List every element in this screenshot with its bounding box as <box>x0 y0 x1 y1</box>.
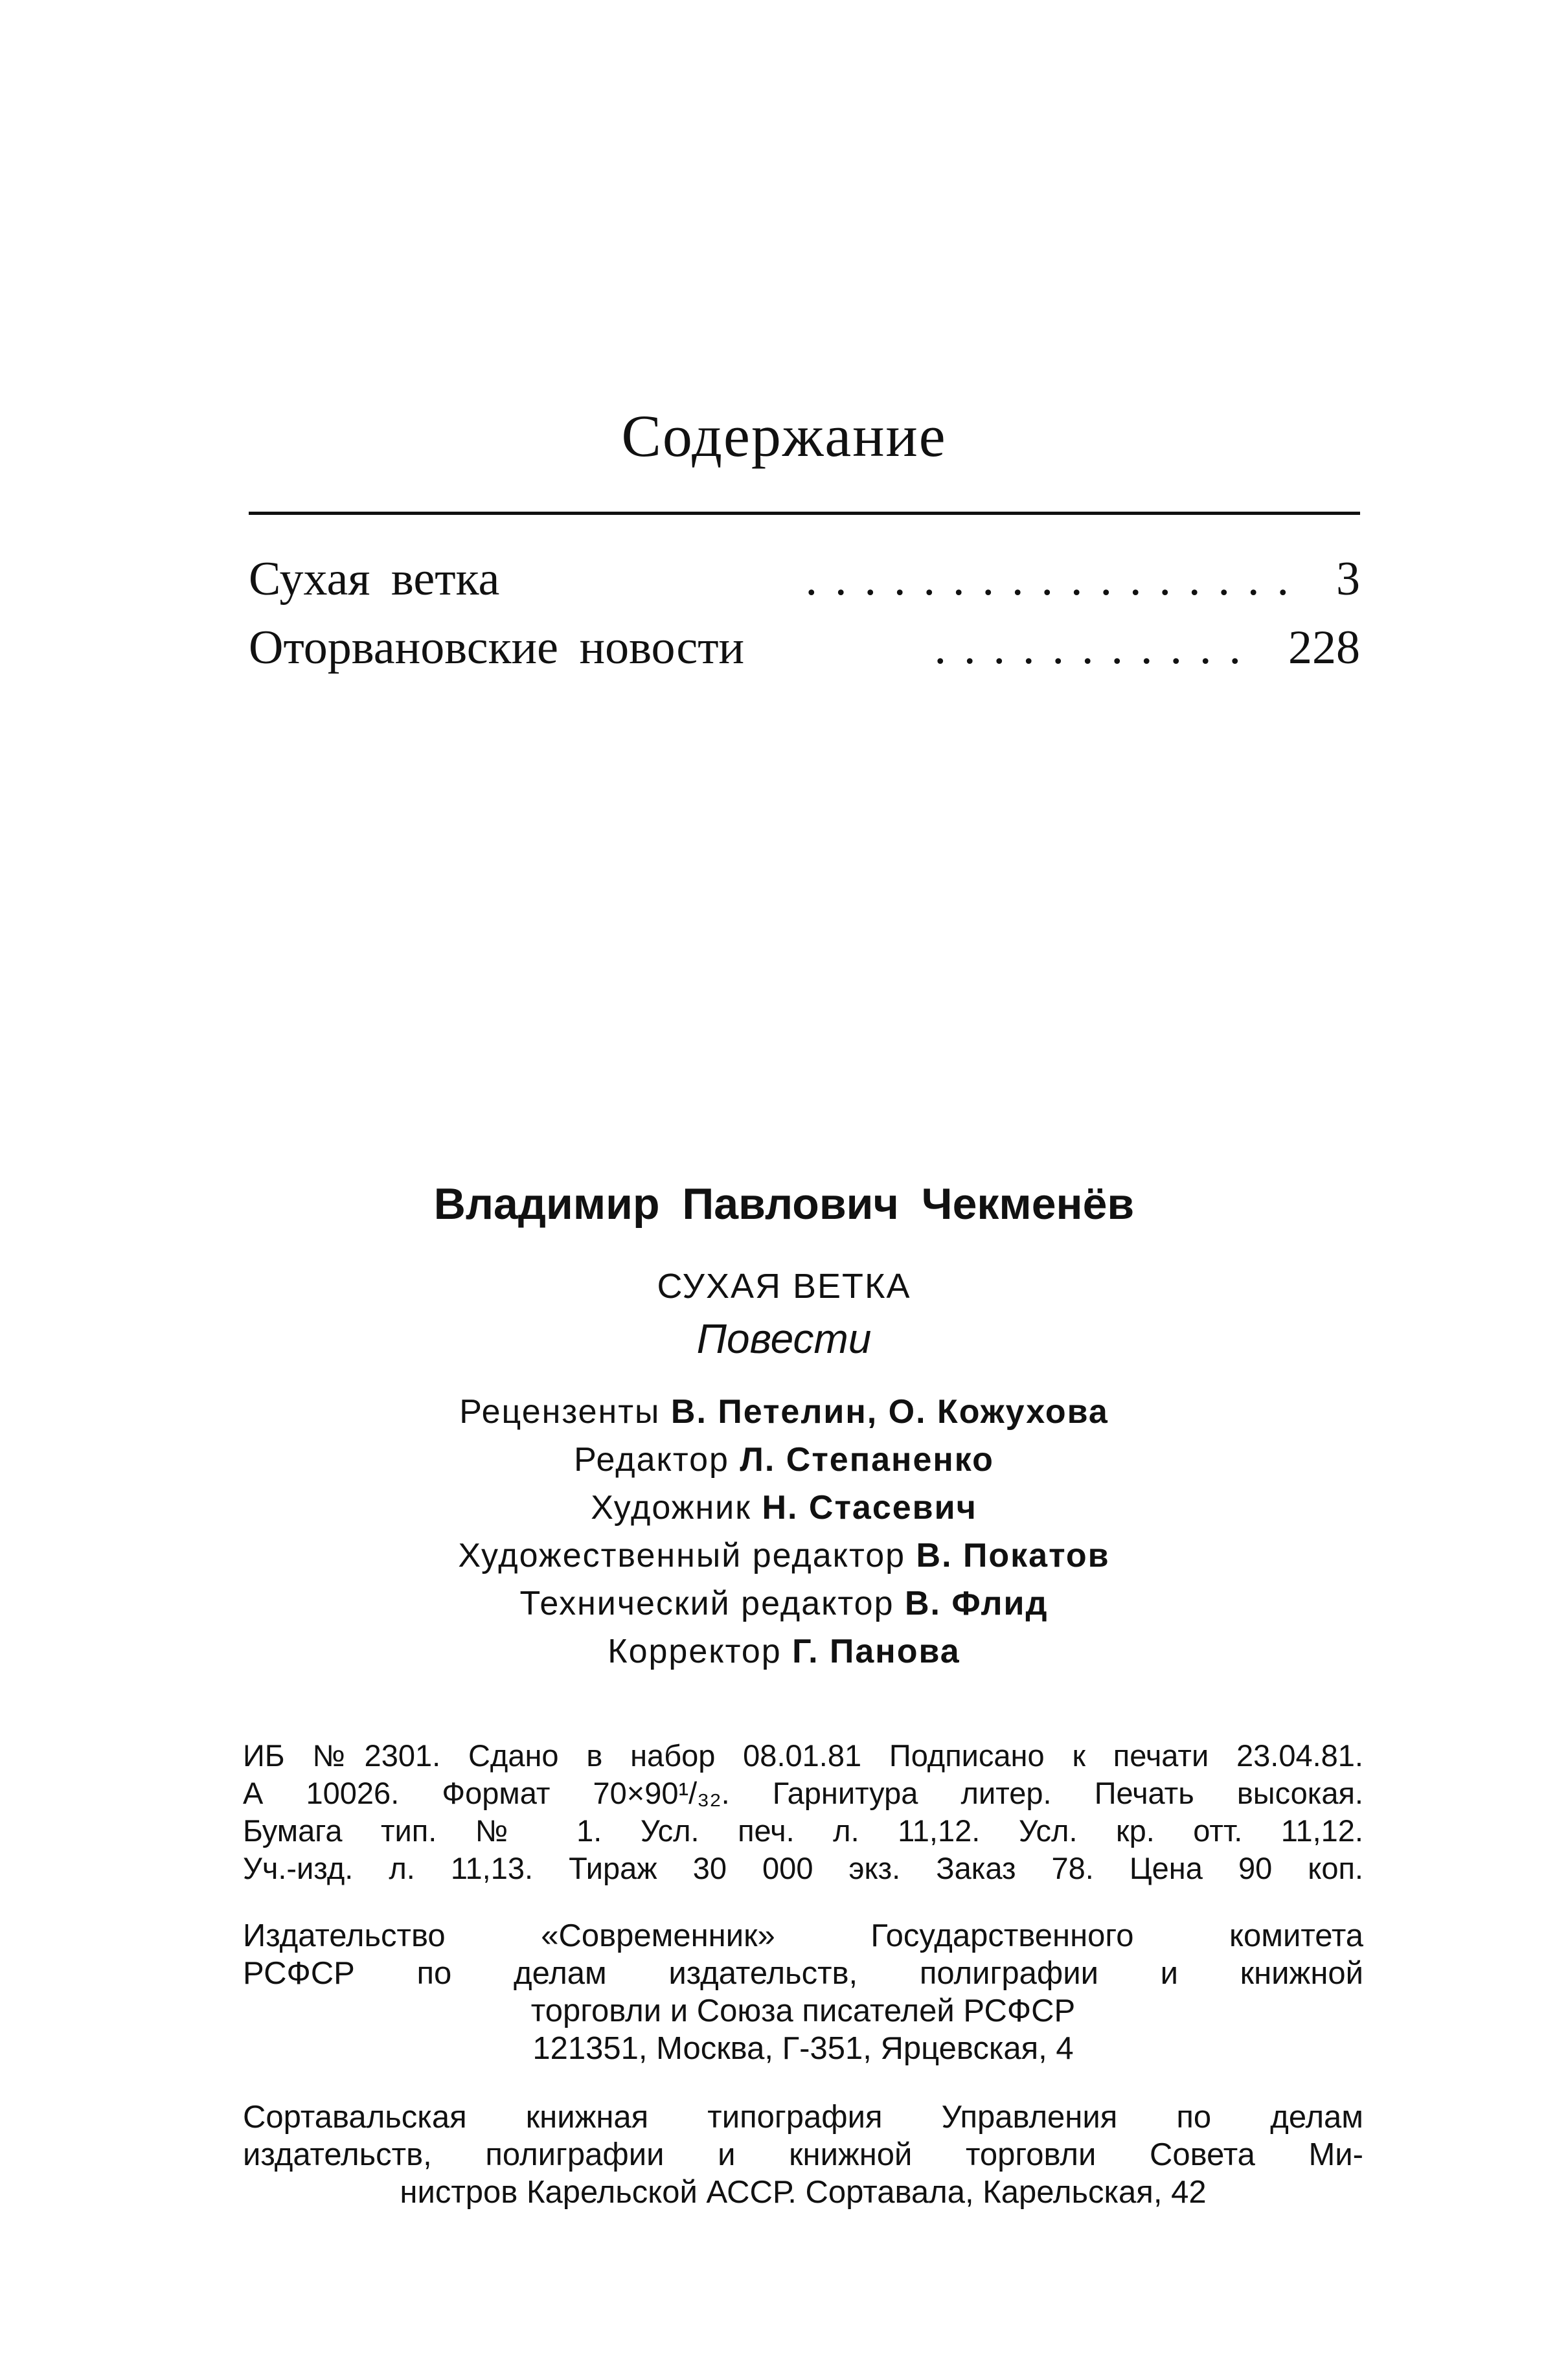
print-output-line: А 10026. Формат 70×90¹/₃₂. Гарнитура литер. Печать высокая. <box>243 1776 1363 1810</box>
printer-line: нистров Карельской АССР. Сортавала, Карельская, 42 <box>400 2175 1207 2210</box>
publisher-block <box>243 1917 1363 2067</box>
credit-person: Л. Степаненко <box>740 1441 994 1479</box>
credit-person: Г. Панова <box>792 1633 960 1670</box>
toc-entry <box>249 620 1360 685</box>
credit-role: Технический редактор <box>519 1585 894 1622</box>
toc-title: Содержание <box>621 403 947 469</box>
publisher-line: торговли и Союза писателей РСФСР <box>530 1993 1076 2028</box>
toc-leader-dots: ................. <box>805 552 1306 606</box>
credit-line <box>0 1532 1568 1580</box>
book-genre: Повести <box>696 1315 872 1362</box>
book-title: СУХАЯ ВЕТКА <box>657 1267 911 1306</box>
publisher-line: Издательство «Современник» Государственного комитета <box>243 1918 1363 1953</box>
credit-role: Редактор <box>574 1441 729 1479</box>
publisher-line: РСФСР по делам издательств, полиграфии и книжной <box>243 1956 1363 1991</box>
credits-block <box>0 1388 1568 1675</box>
credit-line <box>0 1580 1568 1628</box>
credit-person: В. Петелин, О. Кожухова <box>670 1393 1109 1431</box>
toc-divider <box>249 512 1360 515</box>
credit-person: В. Покатов <box>916 1537 1110 1574</box>
credit-person: В. Флид <box>904 1585 1049 1622</box>
print-output-line: Уч.-изд. л. 11,13. Тираж 30 000 экз. Заказ 78. Цена 90 коп. <box>243 1851 1363 1885</box>
toc-entry-title: Сухая ветка <box>249 552 500 606</box>
toc-entry-page: 228 <box>1288 621 1360 674</box>
toc-leader-dots: ........... <box>934 621 1258 674</box>
credit-line <box>0 1484 1568 1532</box>
print-output-line: ИБ №2301. Сдано в набор 08.01.81 Подписано к печати 23.04.81. <box>243 1738 1363 1773</box>
credit-person: Н. Стасевич <box>762 1489 977 1527</box>
toc-entry-title: Оторвановские новости <box>249 621 745 674</box>
toc-entry-page: 3 <box>1336 552 1360 606</box>
credit-line <box>0 1436 1568 1484</box>
print-output-line: Бумага тип. № 1. Усл. печ. л. 11,12. Усл. кр. отт. 11,12. <box>243 1813 1363 1848</box>
credit-line <box>0 1628 1568 1675</box>
publisher-address: 121351, Москва, Г-351, Ярцевская, 4 <box>532 2031 1074 2066</box>
credit-role: Художественный редактор <box>458 1537 906 1574</box>
author-name: Владимир Павлович Чекменёв <box>433 1179 1135 1229</box>
printer-line: издательств, полиграфии и книжной торговли Совета Ми- <box>243 2137 1363 2172</box>
credit-role: Корректор <box>608 1633 782 1670</box>
print-output-block <box>243 1737 1363 1887</box>
credit-role: Художник <box>591 1489 751 1527</box>
printer-block <box>243 2098 1363 2211</box>
credit-role: Рецензенты <box>459 1393 661 1431</box>
credit-line <box>0 1388 1568 1436</box>
toc-entry <box>249 552 1360 617</box>
printer-line: Сортавальская книжная типография Управления по делам <box>243 2100 1363 2135</box>
